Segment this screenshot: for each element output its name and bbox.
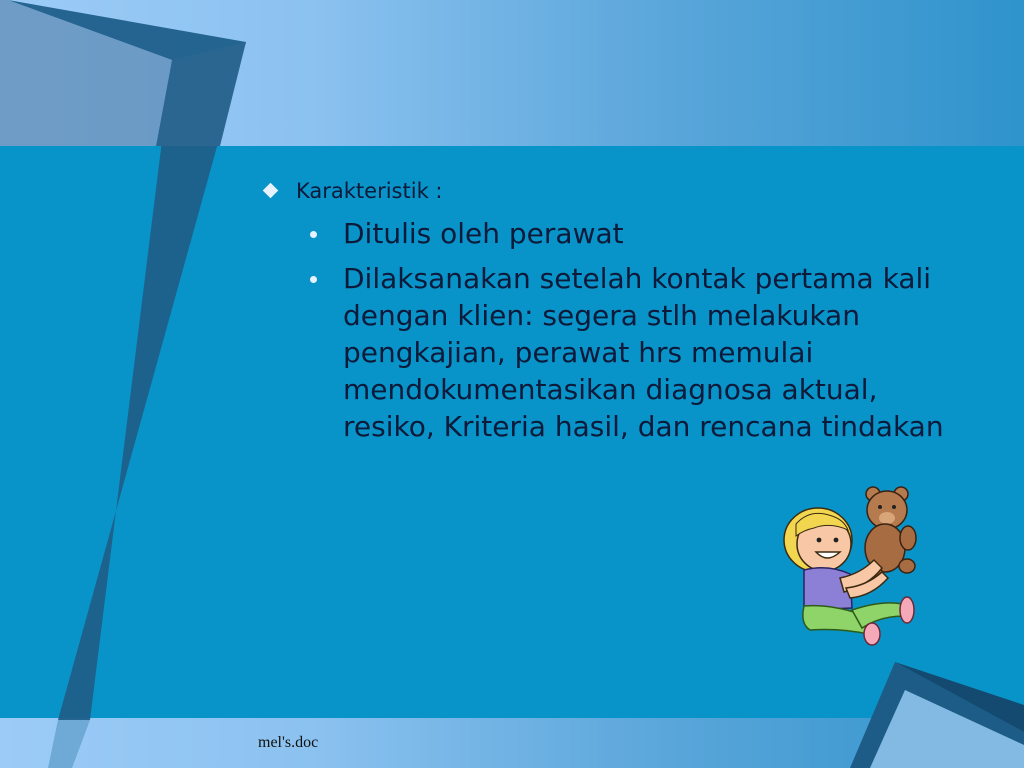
sub-bullet-text: Dilaksanakan setelah kontak pertama kali dengan klien: segera stlh melakukan pengkajian, perawat hrs memulai mendokumentasikan diagnosa aktual, resiko, Kriteria hasil, dan rencana tindakan bbox=[343, 262, 944, 443]
list-item bbox=[310, 215, 970, 252]
child-with-teddy-bear-illustration bbox=[770, 478, 930, 658]
list-item bbox=[310, 260, 970, 445]
sub-bullet-text: Ditulis oleh perawat bbox=[343, 217, 624, 250]
sub-bullet-list bbox=[310, 215, 970, 453]
dot-icon bbox=[310, 276, 317, 283]
diamond-icon bbox=[263, 183, 279, 199]
dot-icon bbox=[310, 231, 317, 238]
bullet-level1-text: Karakteristik : bbox=[296, 179, 443, 203]
slide-footer: mel's.doc bbox=[258, 734, 319, 751]
bullet-level1 bbox=[259, 176, 959, 206]
